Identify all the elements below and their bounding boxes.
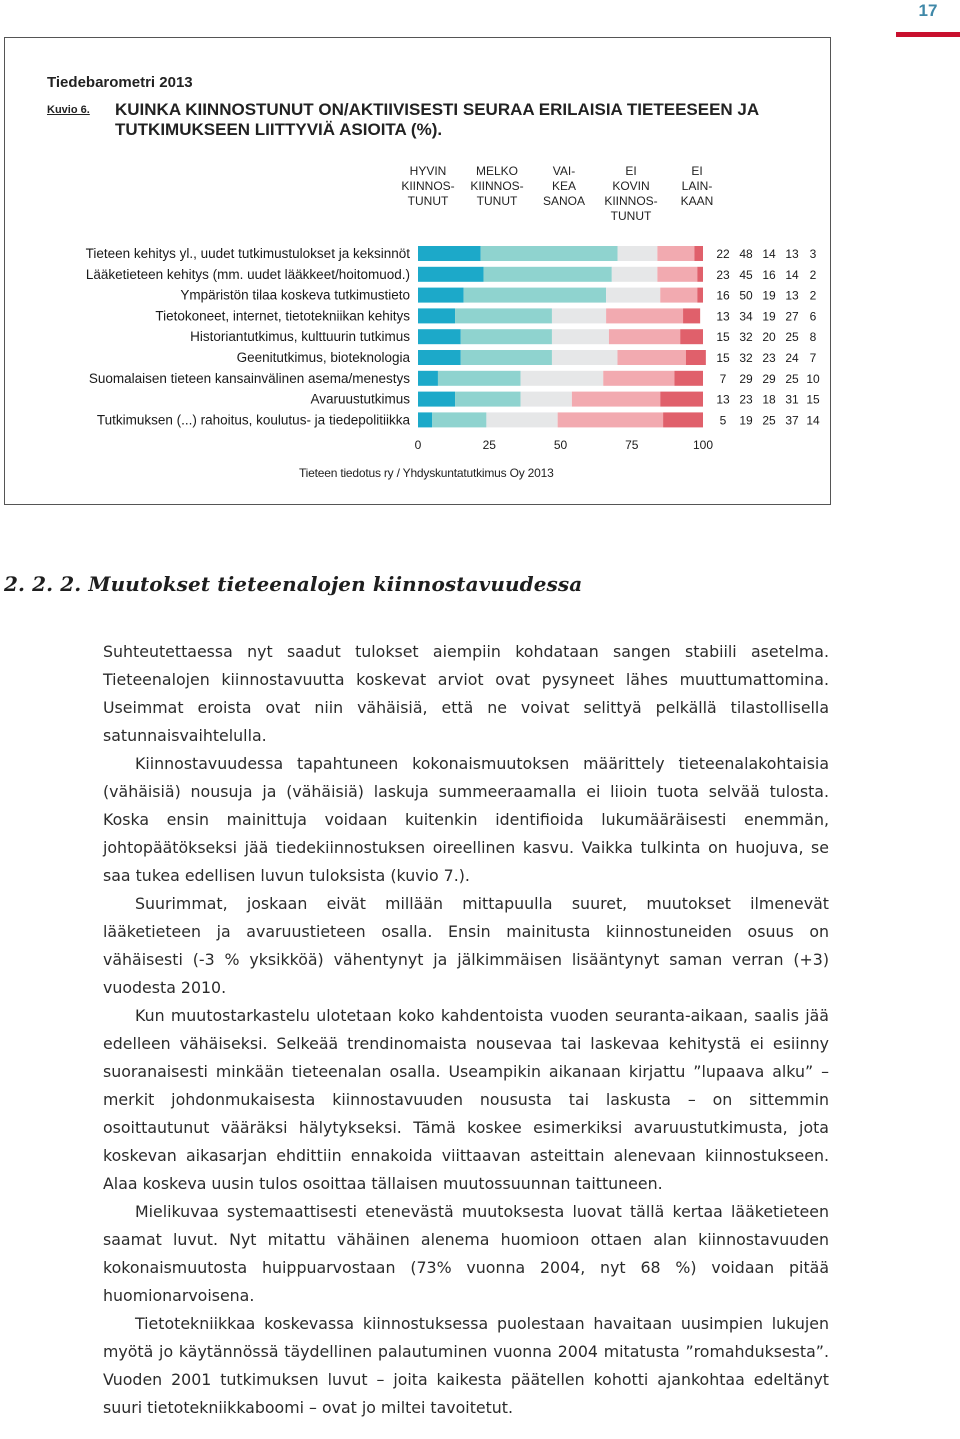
figure-box (4, 37, 831, 505)
value-label: 32 (739, 351, 753, 365)
value-label: 15 (716, 330, 730, 345)
bar-segment (572, 392, 660, 407)
bar-segment (606, 288, 660, 303)
value-label: 2 (809, 267, 817, 282)
bar-segment (481, 246, 618, 261)
bar-segment (552, 329, 609, 344)
bar-segment (618, 246, 658, 261)
bar-segment (697, 267, 703, 282)
value-label: 23 (762, 351, 776, 365)
paragraph: Kiinnostavuudessa tapahtuneen kokonaismuutoksen määrittely tieteenalakohtaisia (vähäisiä) nousuja ja (vähäisiä) laskuja summeeraamalla ei liioin tuota selvää tulosta. Koska ensin mainittuja voidaan kuitenkin identifioida lukumääräisesti enemmän, johtopäätökseksi jää tiedekiinnostuksen oireellinen kasvu. Vaikka tulkinta on huojuva, se saa tukea edellisen luvun tuloksista (kuvio 7.). (103, 754, 829, 885)
bar-segment (606, 308, 683, 323)
bar-segment (558, 412, 663, 427)
category-label: Tutkimuksen (...) rahoitus, koulutus- ja tiedepolitiikka (96, 412, 410, 428)
paragraph: Tietotekniikkaa koskevassa kiinnostuksessa puolestaan havaitaan uusimpien lukujen myötä jo käytännössä täydellinen palautuminen vuonna 2004 mitatusta ”romahduksesta”. Vuoden 2001 tutkimuksen luvut – joita kaikesta päätellen kohotti ajankohtaa edeltänyt suuri tietotekniikkaboomi – ovat jo miltei tavoitetut. (103, 1314, 829, 1417)
value-label: 3 (809, 247, 817, 261)
x-tick-label: 50 (553, 438, 568, 452)
paragraph: Mielikuvaa systemaattisesti etenevästä muutoksesta luovat tällä kertaa lääketieteen saamat luvut. Nyt mitattu vähäinen alenema huomioon ottaen alan kiinnostavuuden kokonaismuutosta huippuarvostaan (73% vuonna 2004, nyt 68 %) voidaan pitää huomionarvoisena. (103, 1202, 829, 1305)
value-label: 10 (806, 371, 820, 386)
value-label: 25 (785, 371, 799, 386)
bar-segment (464, 288, 606, 303)
figure-header: Tiedebarometri 2013 (47, 74, 193, 91)
bar-segment (660, 288, 697, 303)
bar-segment (432, 412, 486, 427)
value-label: 14 (806, 413, 820, 428)
value-label: 23 (739, 392, 753, 407)
value-label: 15 (806, 392, 820, 407)
stacked-bar-chart (5, 38, 830, 504)
page-number-accent-bar (896, 32, 960, 37)
paragraph: Kun muutostarkastelu ulotetaan koko kahdentoista vuoden seuranta-aikaan, saalis jää edelleen vähäiseksi. Selkeää trendinomaista nousevaa tai laskevaa kehitystä ei esiinny suoranaisesti minkään tieteenalan osalla. Useampikin aikanaan kirjattu ”lupaava alku” – merkit johdonmukaisesta kiinnostavuuden noususta tai laskusta – on sittemmin osoittautunut vääräksi hälytykseksi. Tämä koskee esimerkiksi avaruustutkimusta, jota koskevan aikasarjan ehdittiin ennakoida viittaavan asteittain alenevaan kiinnostukseen. Alaa koskeva uusin tulos osoittaa tällaisen muutossuunnan taittuneen. (103, 1006, 829, 1193)
bar-segment (663, 412, 703, 427)
bar-segment (418, 350, 461, 365)
bar-segment (418, 246, 481, 261)
bar-segment (618, 350, 686, 365)
bar-segment (694, 246, 703, 261)
bar-segment (521, 371, 604, 386)
bar-segment (418, 371, 438, 386)
value-label: 18 (762, 392, 776, 407)
paragraph: Suhteutettaessa nyt saadut tulokset aiempiin kohdataan sangen stabiili asetelma. Tieteenalojen kiinnostavuutta koskevat arviot ovat pysyneet lähes muuttumattomina. Useimmat eroista ovat niin vähäisiä, että ne voivat selittyä pelkällä tilastollisella satunnaisvaihtelulla. (103, 642, 829, 745)
bar-segment (657, 267, 697, 282)
value-label: 34 (739, 309, 753, 324)
figure-label: Kuvio 6. (47, 104, 90, 116)
legend-label: EI LAIN-KAAN (680, 164, 714, 208)
bar-segment (418, 308, 455, 323)
value-label: 45 (739, 267, 753, 282)
value-label: 20 (762, 330, 776, 345)
value-label: 32 (739, 330, 753, 345)
value-label: 2 (809, 288, 817, 303)
x-tick-label: 75 (625, 438, 639, 452)
value-label: 14 (762, 247, 776, 261)
page-number: 17 (918, 1, 938, 20)
bar-segment (461, 350, 552, 365)
bar-segment (461, 329, 552, 344)
value-label: 19 (762, 288, 776, 303)
value-label: 6 (809, 309, 817, 324)
value-label: 29 (762, 371, 776, 386)
value-label: 7 (809, 351, 817, 365)
category-label: Avaruustutkimus (310, 391, 410, 407)
figure-title: KUINKA KIINNOSTUNUT ON/AKTIIVISESTI SEURAA ERILAISIA TIETEESEEN JA TUTKIMUKSEEN LIITTYVIÄ ASIOITA (%). (115, 100, 759, 139)
legend-label: EI KOVIN KIINNOS-TUNUT (604, 164, 658, 223)
value-label: 14 (785, 267, 799, 282)
figure-source: Tieteen tiedotus ry / Yhdyskuntatutkimus Oy 2013 (299, 466, 554, 480)
bar-segment (660, 392, 703, 407)
value-label: 29 (739, 371, 753, 386)
value-label: 15 (716, 351, 730, 365)
body-text (103, 638, 829, 1422)
bar-segment (603, 371, 674, 386)
bar-segment (521, 392, 572, 407)
value-label: 19 (739, 413, 753, 428)
bar-segment (609, 329, 680, 344)
bar-segment (418, 329, 461, 344)
value-label: 48 (739, 247, 753, 261)
category-label: Geenitutkimus, bioteknologia (236, 350, 410, 365)
value-label: 16 (762, 267, 776, 282)
bar-segment (612, 267, 658, 282)
section-heading: 2. 2. 2. Muutokset tieteenalojen kiinnostavuudessa (4, 572, 583, 596)
value-label: 50 (739, 288, 753, 303)
category-label: Tieteen kehitys yl., uudet tutkimustulokset ja keksinnöt (85, 246, 410, 261)
bar-segment (683, 308, 700, 323)
value-label: 13 (785, 288, 799, 303)
value-label: 25 (785, 330, 799, 345)
bar-segment (438, 371, 521, 386)
x-tick-label: 0 (414, 438, 422, 452)
bar-segment (455, 392, 521, 407)
legend-label: HYVIN KIINNOS-TUNUT (401, 164, 455, 208)
bar-segment (418, 412, 432, 427)
bar-segment (697, 288, 703, 303)
x-tick-label: 25 (482, 438, 496, 452)
bar-segment (418, 267, 484, 282)
value-label: 13 (716, 309, 730, 324)
bar-segment (552, 308, 606, 323)
bar-segment (675, 371, 704, 386)
value-label: 24 (785, 351, 799, 365)
x-tick-label: 100 (692, 438, 714, 452)
value-label: 23 (716, 267, 730, 282)
value-label: 31 (785, 392, 799, 407)
bar-segment (418, 392, 455, 407)
bar-segment (680, 329, 703, 344)
value-label: 13 (716, 392, 730, 407)
value-label: 19 (762, 309, 776, 324)
bar-segment (418, 288, 464, 303)
paragraph: Suurimmat, joskaan eivät millään mittapuulla suuret, muutokset ilmenevät lääketieteen ja avaruustieteen osalla. Ensin mainitusta kiinnostuneiden osuus on vähäisesti (-3 % yksikköä) vähentynyt ja jälkimmäisen lisääntynyt saman verran (+3) vuodesta 2010. (103, 894, 829, 997)
value-label: 22 (716, 247, 730, 261)
value-label: 25 (762, 413, 776, 428)
bar-segment (657, 246, 694, 261)
value-label: 13 (785, 247, 799, 261)
value-label: 7 (719, 371, 727, 386)
value-label: 27 (785, 309, 799, 324)
category-label: Historiantutkimus, kulttuurin tutkimus (190, 329, 410, 345)
value-label: 37 (785, 413, 799, 428)
bar-segment (552, 350, 618, 365)
category-label: Lääketieteen kehitys (mm. uudet lääkkeet/hoitomuod.) (85, 266, 410, 282)
value-label: 16 (716, 288, 730, 303)
legend-label: MELKO KIINNOS-TUNUT (470, 164, 524, 208)
bar-segment (455, 308, 552, 323)
value-label: 5 (719, 413, 727, 428)
bar-segment (686, 350, 706, 365)
value-label: 8 (809, 330, 817, 345)
category-label: Tietokoneet, internet, tietotekniikan kehitys (155, 308, 410, 324)
bar-segment (484, 267, 612, 282)
category-label: Suomalaisen tieteen kansainvälinen asema/menestys (88, 370, 410, 386)
category-label: Ympäristön tilaa koskeva tutkimustieto (180, 287, 410, 303)
bar-segment (486, 412, 557, 427)
legend-label: VAI-KEA SANOA (542, 164, 586, 208)
